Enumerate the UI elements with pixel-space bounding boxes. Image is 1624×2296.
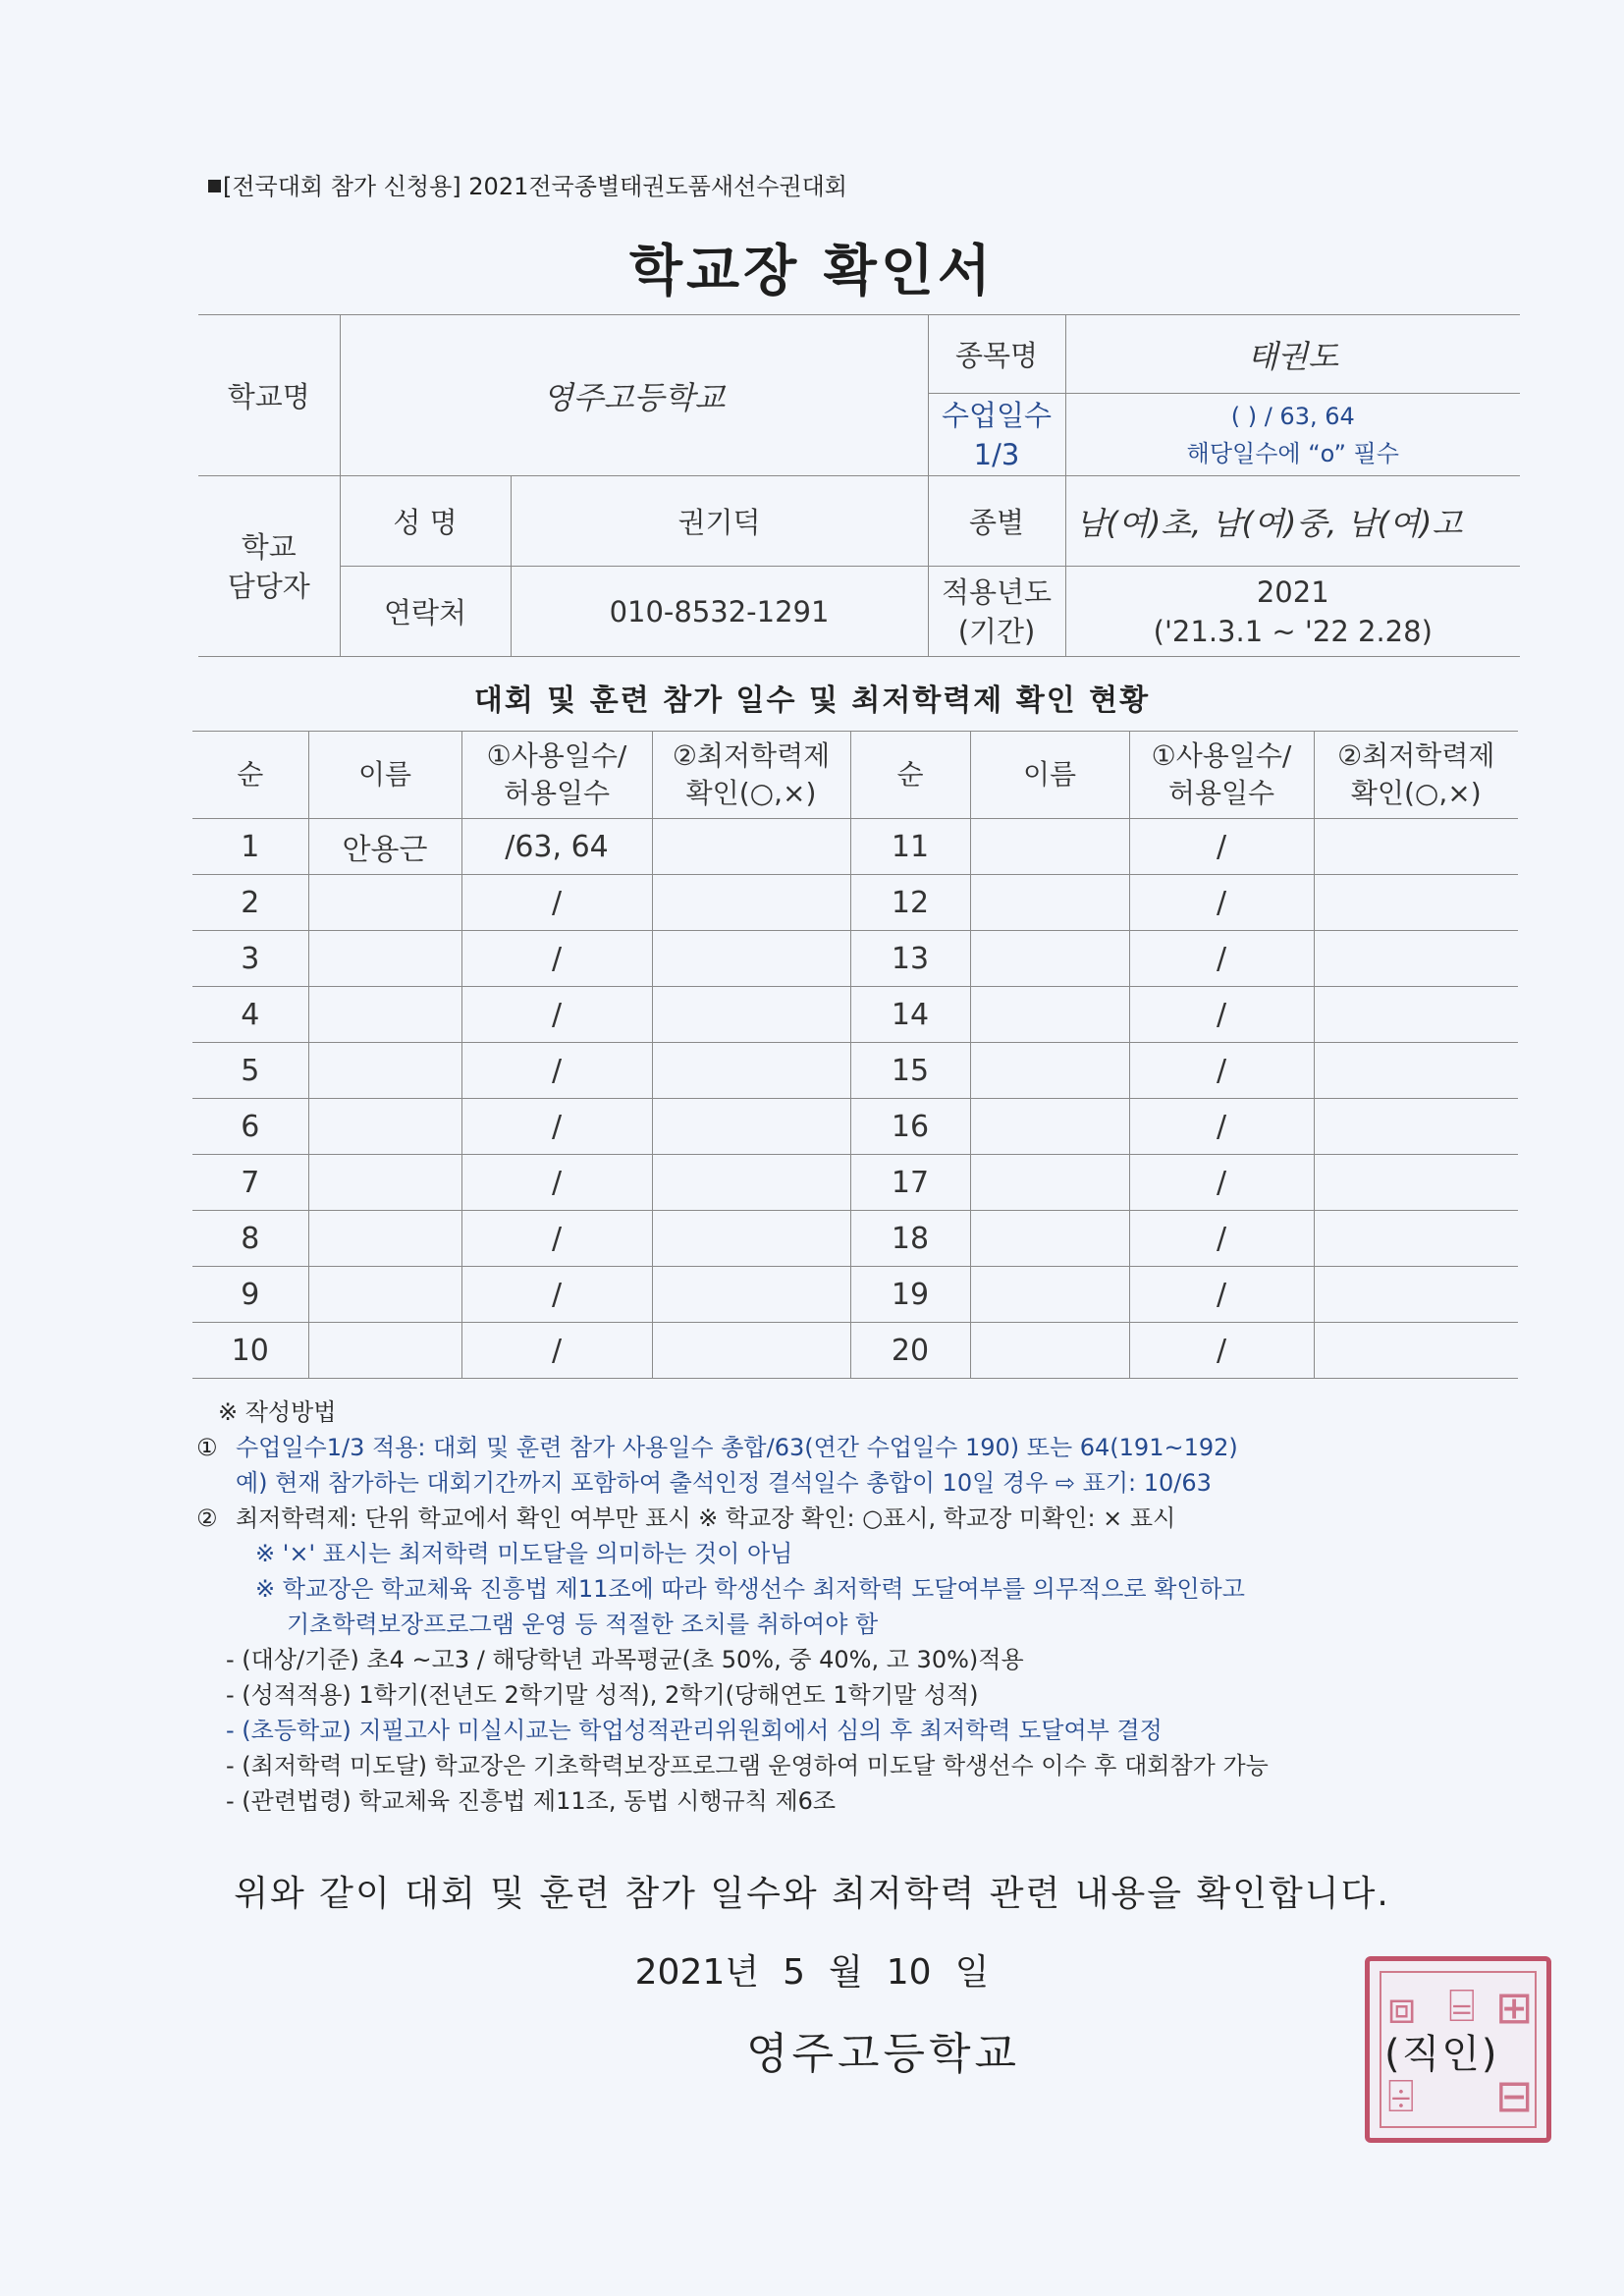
roster-name-left — [308, 931, 461, 987]
roster-name-right — [970, 1323, 1129, 1379]
gender-value: 남(여)초, 남(여)중, 남(여)고 — [1065, 476, 1520, 567]
year-cell — [1065, 567, 1520, 657]
detail-5: - (관련법령) 학교체육 진흥법 제11조, 동법 시행규칙 제6조 — [226, 1787, 837, 1815]
header-days — [461, 732, 652, 819]
roster-check-right — [1314, 1211, 1518, 1267]
header-no: 순 — [192, 732, 308, 819]
roster-name-right — [970, 875, 1129, 931]
roster-days-right: / — [1129, 1323, 1314, 1379]
roster-name-left — [308, 1099, 461, 1155]
roster-days-left: /63, 64 — [461, 819, 652, 875]
roster-no-right: 11 — [850, 819, 970, 875]
year-label-line1: 적용년도 — [941, 574, 1053, 609]
roster-no-left: 4 — [192, 987, 308, 1043]
roster-check-left — [652, 1267, 850, 1323]
header-check-line2: 확인(○,×) — [1350, 777, 1482, 809]
note-2-line1 — [196, 1501, 1532, 1536]
roster-no-right: 13 — [850, 931, 970, 987]
note-2-text: 최저학력제: 단위 학교에서 확인 여부만 표시 ※ 학교장 확인: ○표시, 학교장 미확인: × 표시 — [236, 1504, 1176, 1532]
roster-name-left — [308, 1267, 461, 1323]
roster-no-right: 14 — [850, 987, 970, 1043]
roster-check-left — [652, 1211, 850, 1267]
roster-header-row — [192, 732, 1518, 819]
manager-label-line2: 담당자 — [227, 569, 310, 603]
instructions — [196, 1394, 1532, 1819]
note-1-mark: ① — [196, 1434, 218, 1461]
header-check-line1: ②최저학력제 — [672, 739, 831, 772]
roster-check-right — [1314, 931, 1518, 987]
year-label — [928, 567, 1065, 657]
table-row — [192, 875, 1518, 931]
roster-no-left: 10 — [192, 1323, 308, 1379]
info-table — [198, 314, 1520, 657]
roster-check-left — [652, 875, 850, 931]
confirmation-statement: 위와 같이 대회 및 훈련 참가 일수와 최저학력 관련 내용을 확인합니다. — [234, 1874, 1390, 1914]
roster-check-right — [1314, 1267, 1518, 1323]
roster-no-left: 1 — [192, 819, 308, 875]
roster-name-left — [308, 1211, 461, 1267]
table-row — [192, 819, 1518, 875]
note-1-line1 — [196, 1430, 1532, 1465]
square-bullet-icon — [208, 180, 221, 192]
header-check — [652, 732, 850, 819]
manager-label — [198, 476, 340, 657]
roster-no-left: 5 — [192, 1043, 308, 1099]
roster-days-right: / — [1129, 875, 1314, 931]
roster-no-right: 20 — [850, 1323, 970, 1379]
roster-check-right — [1314, 1155, 1518, 1211]
header-days-line2: 허용일수 — [1167, 777, 1275, 809]
date-month-num: 5 — [783, 1952, 805, 1993]
classdays-label-line2: 1/3 — [973, 437, 1020, 471]
header-check — [1314, 732, 1518, 819]
contact-label: 연락처 — [340, 567, 511, 657]
roster-days-right: / — [1129, 931, 1314, 987]
note-2-line4: 기초학력보장프로그램 운영 등 적절한 조치를 취하여야 함 — [287, 1611, 879, 1638]
roster-check-right — [1314, 987, 1518, 1043]
roster-name-left — [308, 1155, 461, 1211]
seal-glyph: ⊟ — [1495, 2069, 1534, 2122]
roster-check-right — [1314, 1043, 1518, 1099]
seal-glyph: ⌹ — [1387, 2069, 1415, 2122]
detail-2: - (성적적용) 1학기(전년도 2학기말 성적), 2학기(당해연도 1학기말 성적) — [226, 1681, 979, 1709]
roster-check-right — [1314, 875, 1518, 931]
header-no: 순 — [850, 732, 970, 819]
header-name: 이름 — [308, 732, 461, 819]
date-day-unit: 일 — [954, 1952, 990, 1993]
table-row — [192, 1211, 1518, 1267]
form-header — [208, 167, 847, 201]
roster-no-right: 15 — [850, 1043, 970, 1099]
roster-days-right: / — [1129, 1043, 1314, 1099]
contact-value: 010-8532-1291 — [511, 567, 928, 657]
roster-no-left: 3 — [192, 931, 308, 987]
document-title: 학교장 확인서 — [628, 240, 996, 303]
roster-days-left: / — [461, 1099, 652, 1155]
roster-check-left — [652, 987, 850, 1043]
roster-check-right — [1314, 1099, 1518, 1155]
roster-name-left — [308, 875, 461, 931]
date-month-unit: 월 — [828, 1952, 863, 1993]
roster-name-right — [970, 987, 1129, 1043]
roster-name-right — [970, 931, 1129, 987]
roster-days-right: / — [1129, 1211, 1314, 1267]
roster-days-left: / — [461, 1043, 652, 1099]
roster-name-left — [308, 1323, 461, 1379]
classdays-cell — [1065, 394, 1520, 476]
header-days-line2: 허용일수 — [503, 777, 611, 809]
school-label: 학교명 — [198, 315, 340, 476]
notes-heading: ※ 작성방법 — [218, 1398, 337, 1426]
seal-label: (직인) — [1384, 2032, 1499, 2077]
roster-check-left — [652, 1043, 850, 1099]
seal-glyph: ⧈ — [1387, 1981, 1417, 2034]
roster-no-left: 8 — [192, 1211, 308, 1267]
roster-days-left: / — [461, 1323, 652, 1379]
header-prefix: [전국대회 참가 신청용] — [223, 173, 461, 200]
roster-no-right: 16 — [850, 1099, 970, 1155]
table-row — [192, 987, 1518, 1043]
roster-days-left: / — [461, 987, 652, 1043]
roster-check-left — [652, 819, 850, 875]
sport-label: 종목명 — [928, 315, 1065, 394]
seal-glyph: ⌸ — [1448, 1979, 1476, 2032]
roster-days-left: / — [461, 1267, 652, 1323]
roster-check-left — [652, 1155, 850, 1211]
detail-4: - (최저학력 미도달) 학교장은 기초학력보장프로그램 운영하여 미도달 학생선수 이수 후 대회참가 가능 — [226, 1752, 1269, 1779]
roster-name-right — [970, 1155, 1129, 1211]
roster-days-right: / — [1129, 987, 1314, 1043]
detail-1: - (대상/기준) 초4 ~고3 / 해당학년 과목평균(초 50%, 중 40%, 고 30%)적용 — [226, 1646, 1024, 1673]
roster-check-right — [1314, 819, 1518, 875]
header-event: 2021전국종별태권도품새선수권대회 — [468, 173, 847, 200]
roster-name-left — [308, 1043, 461, 1099]
name-value: 권기덕 — [511, 476, 928, 567]
header-days-line1: ①사용일수/ — [486, 739, 627, 772]
roster-subtitle: 대회 및 훈련 참가 일수 및 최저학력제 확인 현황 — [473, 683, 1151, 718]
roster-no-right: 19 — [850, 1267, 970, 1323]
roster-days-left: / — [461, 875, 652, 931]
roster-table — [192, 731, 1518, 1379]
roster-body — [192, 732, 1518, 1379]
year-value: 2021 — [1256, 574, 1329, 609]
header-name: 이름 — [970, 732, 1129, 819]
roster-no-left: 6 — [192, 1099, 308, 1155]
classdays-label-line1: 수업일수 — [941, 398, 1053, 432]
classdays-note: 해당일수에 “o” 필수 — [1186, 439, 1399, 467]
roster-days-right: / — [1129, 819, 1314, 875]
note-2-mark: ② — [196, 1504, 218, 1532]
note-1-text: 수업일수1/3 적용: 대회 및 훈련 참가 사용일수 총합/63(연간 수업일수 190) 또는 64(191~192) — [236, 1434, 1238, 1461]
year-period: ('21.3.1 ~ '22 2.28) — [1153, 614, 1433, 648]
table-row — [192, 1155, 1518, 1211]
gender-label: 종별 — [928, 476, 1065, 567]
header-days — [1129, 732, 1314, 819]
roster-name-right — [970, 1099, 1129, 1155]
roster-name-left: 안용근 — [308, 819, 461, 875]
roster-name-right — [970, 1043, 1129, 1099]
header-check-line2: 확인(○,×) — [685, 777, 817, 809]
table-row — [192, 1099, 1518, 1155]
seal-glyph: ⊞ — [1495, 1981, 1534, 2034]
roster-no-right: 18 — [850, 1211, 970, 1267]
roster-no-left: 7 — [192, 1155, 308, 1211]
note-1-line2: 예) 현재 참가하는 대회기간까지 포함하여 출석인정 결석일수 총합이 10일 경우 ⇨ 표기: 10/63 — [236, 1469, 1212, 1497]
table-row — [192, 1267, 1518, 1323]
table-row — [192, 1043, 1518, 1099]
roster-name-right — [970, 1211, 1129, 1267]
roster-no-right: 12 — [850, 875, 970, 931]
date-year: 2021년 — [634, 1952, 760, 1993]
roster-name-right — [970, 1267, 1129, 1323]
header-check-line1: ②최저학력제 — [1337, 739, 1495, 772]
manager-label-line1: 학교 — [241, 529, 297, 564]
note-2-line2: ※ '×' 표시는 최저학력 미도달을 의미하는 것이 아님 — [255, 1540, 793, 1567]
roster-days-left: / — [461, 1211, 652, 1267]
roster-name-right — [970, 819, 1129, 875]
classdays-value: ( ) / 63, 64 — [1230, 402, 1355, 430]
name-label: 성 명 — [340, 476, 511, 567]
roster-check-left — [652, 1099, 850, 1155]
date-day-num: 10 — [886, 1952, 932, 1993]
roster-days-right: / — [1129, 1155, 1314, 1211]
school-value: 영주고등학교 — [340, 315, 928, 476]
detail-3: - (초등학교) 지필고사 미실시교는 학업성적관리위원회에서 심의 후 최저학력 도달여부 결정 — [226, 1717, 1163, 1744]
classdays-label — [928, 394, 1065, 476]
roster-no-right: 17 — [850, 1155, 970, 1211]
roster-check-left — [652, 1323, 850, 1379]
table-row — [192, 1323, 1518, 1379]
roster-name-left — [308, 987, 461, 1043]
roster-no-left: 9 — [192, 1267, 308, 1323]
roster-check-left — [652, 931, 850, 987]
table-row — [192, 931, 1518, 987]
roster-no-left: 2 — [192, 875, 308, 931]
note-2-line3: ※ 학교장은 학교체육 진흥법 제11조에 따라 학생선수 최저학력 도달여부를 의무적으로 확인하고 — [255, 1575, 1245, 1603]
sport-value: 태권도 — [1065, 315, 1520, 394]
roster-days-right: / — [1129, 1267, 1314, 1323]
roster-days-left: / — [461, 1155, 652, 1211]
roster-days-right: / — [1129, 1099, 1314, 1155]
year-label-line2: (기간) — [957, 614, 1036, 648]
signing-school: 영주고등학교 — [746, 2029, 1021, 2079]
roster-days-left: / — [461, 931, 652, 987]
header-days-line1: ①사용일수/ — [1151, 739, 1292, 772]
roster-check-right — [1314, 1323, 1518, 1379]
